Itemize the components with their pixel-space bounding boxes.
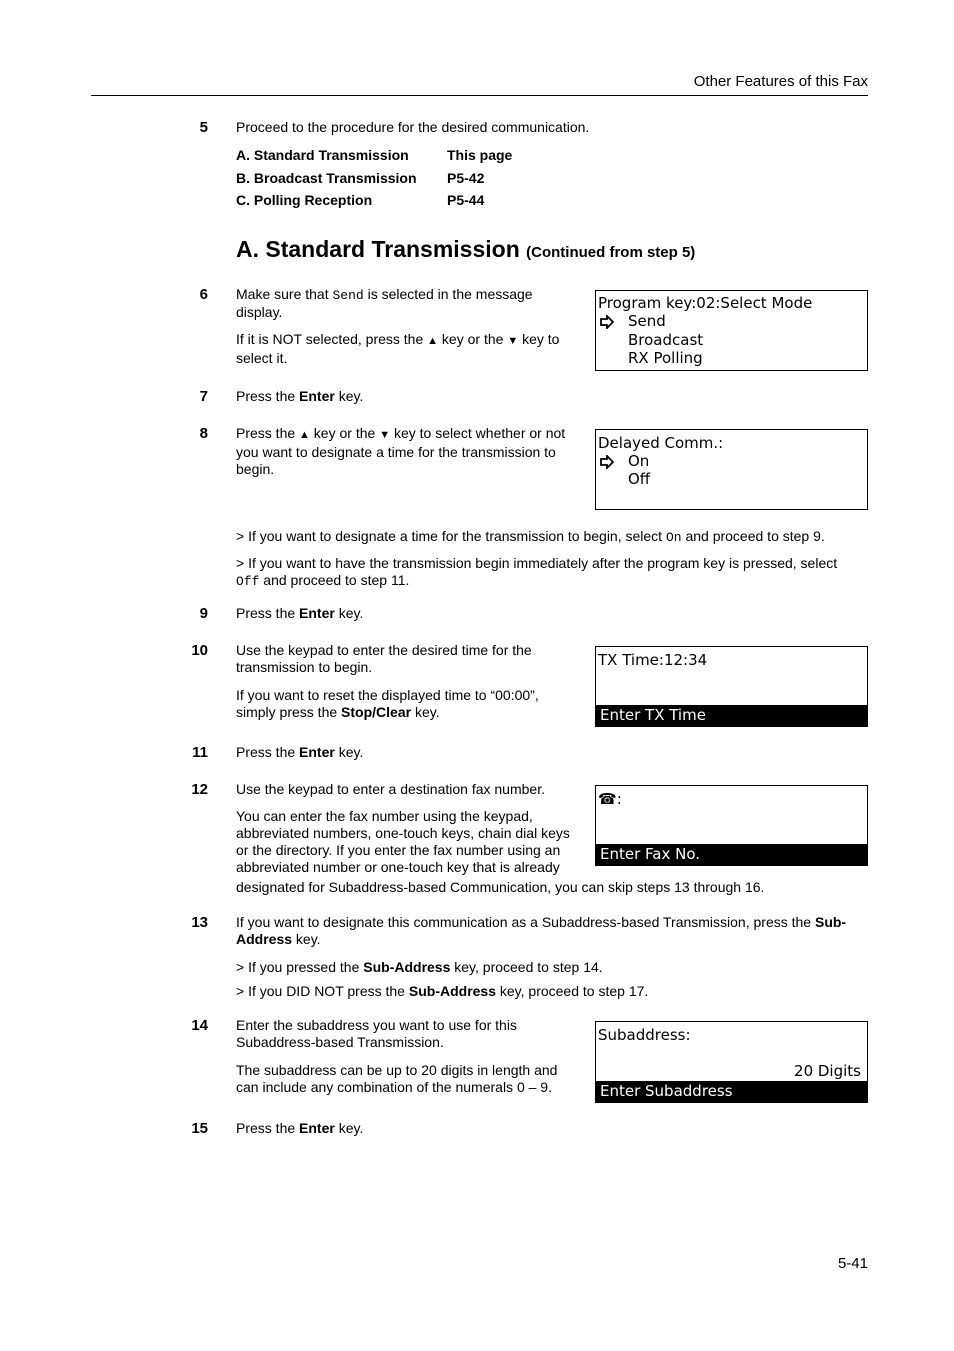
note-text (236, 528, 856, 546)
procedure-table (236, 147, 512, 215)
key-name: Stop/Clear (341, 704, 412, 720)
note-text (236, 959, 856, 976)
step-text: The subaddress can be up to 20 digits in length and can include any combination of the numerals 0 – 9. (236, 1062, 558, 1095)
table-cell-page: P5-42 (447, 169, 485, 186)
step-number: 12 (191, 781, 208, 798)
text-run: and proceed to step 11. (259, 572, 410, 588)
text-run: is selected in the message display. (236, 286, 533, 320)
header-rule (91, 95, 868, 96)
lcd-display-tx-time (595, 646, 868, 727)
step-text (236, 744, 363, 761)
telephone-icon: ☎ (598, 790, 617, 808)
lcd-display-program-key (595, 290, 868, 371)
text-run: key. (334, 388, 364, 404)
lcd-prompt-bar: Enter Fax No. (596, 844, 867, 865)
step-number: 11 (192, 744, 208, 761)
lcd-option: Broadcast (628, 331, 704, 349)
lcd-line (598, 790, 622, 809)
text-run: key. (334, 744, 364, 760)
lcd-prompt-bar: Enter Subaddress (596, 1081, 867, 1102)
step-text (236, 687, 581, 721)
text-run: Press the (236, 744, 300, 760)
step-text: You can enter the fax number using the keypad, abbreviated numbers, one-touch keys, chain dial keys or the directory. If you enter the fax number using an abbreviated number or one-touch key that is already (236, 808, 570, 875)
text-run: key or the (309, 425, 380, 441)
step-number: 15 (191, 1120, 208, 1137)
section-subtitle: (Continued from step 5) (526, 244, 696, 261)
table-row (236, 147, 512, 170)
step-number: 14 (191, 1017, 208, 1034)
step-text: Use the keypad to enter a destination fax number. (236, 781, 545, 797)
code-text: Send (332, 288, 364, 303)
lcd-line: Subaddress: (598, 1026, 691, 1044)
text-run: If you want to reset the displayed time to “00:00”, simply press the (236, 687, 539, 720)
text-run: > If you pressed the (236, 959, 364, 975)
text-run: Press the (236, 388, 300, 404)
up-arrow-icon: ▲ (299, 429, 310, 441)
lcd-option: Send (628, 312, 666, 330)
table-cell-page: This page (447, 147, 513, 163)
step-number: 6 (199, 286, 208, 303)
lcd-line: TX Time:12:34 (598, 651, 708, 669)
text-run: Press the (236, 1120, 300, 1136)
note-text (236, 983, 856, 1000)
text-run: > If you DID NOT press the (236, 983, 409, 999)
table-cell-label: A. Standard Transmission (236, 147, 409, 163)
running-header: Other Features of this Fax (693, 73, 868, 90)
step-text: designated for Subaddress-based Communication, you can skip steps 13 through 16. (236, 879, 765, 895)
text-run: key, proceed to step 14. (450, 959, 603, 975)
section-title: A. Standard Transmission (236, 236, 520, 262)
step-text (236, 914, 856, 948)
code-text: Off (236, 574, 260, 589)
lcd-line: Delayed Comm.: (598, 434, 724, 452)
text-run: and proceed to step 9. (681, 528, 825, 544)
step-text (236, 388, 363, 405)
lcd-colon: : (616, 790, 622, 808)
step-number: 9 (199, 605, 208, 622)
step-number: 8 (199, 425, 208, 442)
text-run: Make sure that (236, 286, 333, 302)
step-text: Use the keypad to enter the desired time for the transmission to begin. (236, 642, 532, 675)
text-run: key. (334, 1120, 364, 1136)
text-run: Press the (236, 605, 300, 621)
lcd-prompt-bar: Enter TX Time (596, 705, 867, 726)
selection-arrow-icon (600, 455, 614, 469)
up-arrow-icon: ▲ (427, 335, 439, 347)
lcd-option: RX Polling (628, 349, 703, 367)
text-run: key to select whether or not you want to designate a time for the transmission to begin. (236, 425, 566, 477)
step-text (236, 605, 363, 622)
text-run: If it is NOT selected, press the (236, 331, 428, 347)
text-run: Press the (236, 425, 300, 441)
step-text: Proceed to the procedure for the desired communication. (236, 119, 590, 135)
lcd-display-subaddress (595, 1021, 868, 1103)
step-number: 10 (191, 642, 208, 659)
lcd-option: Off (628, 470, 651, 488)
table-cell-label: C. Polling Reception (236, 192, 373, 208)
note-text (236, 555, 856, 590)
text-run: key. (292, 931, 321, 947)
key-name: Sub-Address (363, 959, 451, 975)
selection-arrow-icon (600, 315, 614, 329)
step-number: 7 (199, 388, 208, 405)
lcd-option: On (628, 452, 650, 470)
text-run: key. (411, 704, 440, 720)
text-run: > If you want to designate a time for the transmission to begin, select (236, 528, 666, 544)
lcd-digits-limit: 20 Digits (794, 1062, 861, 1080)
code-text: On (665, 530, 682, 545)
text-run: key. (334, 605, 364, 621)
key-name: Enter (299, 744, 335, 760)
key-name: Enter (299, 605, 335, 621)
text-run: key, proceed to step 17. (496, 983, 649, 999)
table-cell-page: P5-44 (447, 192, 485, 208)
lcd-display-delayed-comm (595, 429, 868, 510)
page-number: 5-41 (837, 1255, 868, 1272)
step-text (236, 286, 581, 321)
step-text: Enter the subaddress you want to use for this Subaddress-based Transmission. (236, 1017, 517, 1050)
step-number: 13 (191, 914, 208, 931)
lcd-line: Program key:02:Select Mode (598, 294, 813, 312)
step-number: 5 (199, 119, 208, 136)
step-text (236, 425, 581, 478)
step-text (236, 331, 581, 367)
down-arrow-icon: ▼ (507, 335, 519, 347)
table-cell-label: B. Broadcast Transmission (236, 169, 417, 186)
key-name: Enter (299, 1120, 335, 1136)
lcd-display-fax-number (595, 785, 868, 866)
key-name: Enter (299, 388, 335, 404)
table-row (236, 192, 512, 215)
text-run: key to select it. (236, 331, 560, 366)
key-name: Sub-Address (236, 914, 847, 947)
step-text (236, 1120, 363, 1137)
section-heading (236, 236, 695, 263)
key-name: Sub-Address (408, 983, 496, 999)
table-row (236, 170, 512, 193)
text-run: > If you want to have the transmission begin immediately after the program key is pressed, select (236, 555, 838, 571)
text-run: If you want to designate this communication as a Subaddress-based Transmission, press the (236, 914, 815, 930)
text-run: key or the (438, 331, 508, 347)
down-arrow-icon: ▼ (379, 429, 391, 441)
